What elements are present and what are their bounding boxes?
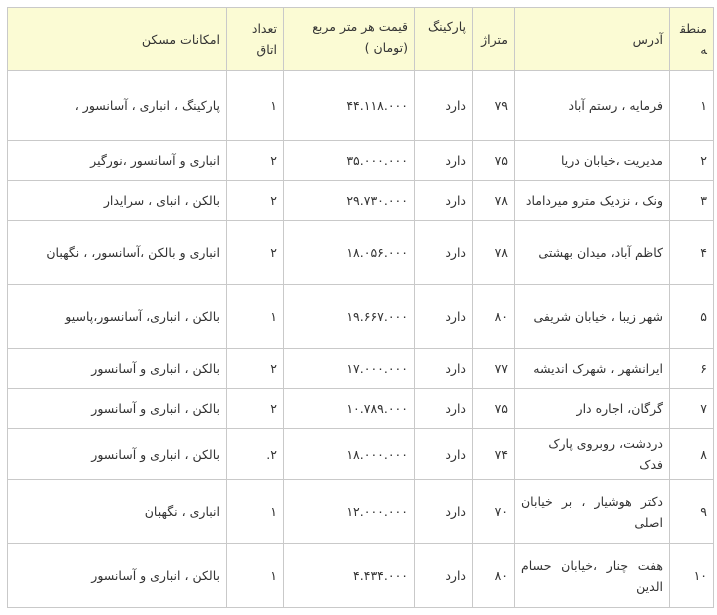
- address-cell: دردشت، روبروی پارک فدک: [515, 429, 670, 480]
- region-cell: ۸: [670, 429, 714, 480]
- address-cell: هفت چنار ،خیابان حسام الدین: [515, 544, 670, 608]
- price-cell: ۱۹.۶۶۷.۰۰۰: [284, 285, 415, 349]
- rooms-cell: ۱: [227, 71, 284, 141]
- amenities-cell: بالکن ، انباری، آسانسور،پاسیو: [8, 285, 227, 349]
- parking-cell: دارد: [415, 141, 473, 181]
- amenities-cell: انباری ، نگهبان: [8, 480, 227, 544]
- parking-cell: دارد: [415, 285, 473, 349]
- rooms-cell: ۲: [227, 141, 284, 181]
- table-row: [8, 544, 714, 608]
- rooms-cell: ۲: [227, 389, 284, 429]
- amenities-cell: انباری و آسانسور ،نورگیر: [8, 141, 227, 181]
- price-cell: ۱۷.۰۰۰.۰۰۰: [284, 349, 415, 389]
- area-cell: ۷۸: [473, 181, 515, 221]
- area-cell: ۷۸: [473, 221, 515, 285]
- table-row: [8, 389, 714, 429]
- area-cell: ۷۰: [473, 480, 515, 544]
- rooms-cell: ۱: [227, 285, 284, 349]
- area-cell: ۷۷: [473, 349, 515, 389]
- header-parking: پارکینگ: [415, 8, 473, 71]
- rooms-cell: ۲: [227, 349, 284, 389]
- address-cell: فرمایه ، رستم آباد: [515, 71, 670, 141]
- rooms-cell: ۲: [227, 221, 284, 285]
- price-cell: ۱۸.۰۵۶.۰۰۰: [284, 221, 415, 285]
- rooms-cell: ۱: [227, 480, 284, 544]
- address-cell: دکتر هوشیار ، بر خیابان اصلی: [515, 480, 670, 544]
- rooms-cell: ۲.: [227, 429, 284, 480]
- housing-table: [7, 7, 714, 608]
- header-price: قیمت هر متر مربع (تومان ): [284, 8, 415, 71]
- region-cell: ۱: [670, 71, 714, 141]
- area-cell: ۸۰: [473, 285, 515, 349]
- area-cell: ۷۹: [473, 71, 515, 141]
- address-cell: ایرانشهر ، شهرک اندیشه: [515, 349, 670, 389]
- header-area: متراژ: [473, 8, 515, 71]
- amenities-cell: پارکینگ ، انباری ، آسانسور ،: [8, 71, 227, 141]
- table-row: [8, 221, 714, 285]
- parking-cell: دارد: [415, 181, 473, 221]
- table-row: [8, 429, 714, 480]
- rooms-cell: ۲: [227, 181, 284, 221]
- table-row: [8, 141, 714, 181]
- region-cell: ۱۰: [670, 544, 714, 608]
- parking-cell: دارد: [415, 480, 473, 544]
- price-cell: ۳۵.۰۰۰.۰۰۰: [284, 141, 415, 181]
- parking-cell: دارد: [415, 389, 473, 429]
- table-row: [8, 181, 714, 221]
- price-cell: ۱۲.۰۰۰.۰۰۰: [284, 480, 415, 544]
- amenities-cell: بالکن ، انبای ، سرایدار: [8, 181, 227, 221]
- area-cell: ۷۴: [473, 429, 515, 480]
- amenities-cell: بالکن ، انباری و آسانسور: [8, 429, 227, 480]
- amenities-cell: بالکن ، انباری و آسانسور: [8, 544, 227, 608]
- area-cell: ۷۵: [473, 389, 515, 429]
- parking-cell: دارد: [415, 429, 473, 480]
- region-cell: ۶: [670, 349, 714, 389]
- price-cell: ۴.۴۳۴.۰۰۰: [284, 544, 415, 608]
- area-cell: ۸۰: [473, 544, 515, 608]
- rooms-cell: ۱: [227, 544, 284, 608]
- parking-cell: دارد: [415, 221, 473, 285]
- parking-cell: دارد: [415, 71, 473, 141]
- region-cell: ۹: [670, 480, 714, 544]
- amenities-cell: بالکن ، انباری و آسانسور: [8, 349, 227, 389]
- address-cell: شهر زیبا ، خیابان شریفی: [515, 285, 670, 349]
- amenities-cell: انباری و بالکن ،آسانسور، ، نگهبان: [8, 221, 227, 285]
- header-region: منطقه: [670, 8, 714, 71]
- header-row: [8, 8, 714, 71]
- address-cell: مدیریت ،خیابان دریا: [515, 141, 670, 181]
- table-row: [8, 480, 714, 544]
- header-rooms: تعداد اتاق: [227, 8, 284, 71]
- parking-cell: دارد: [415, 544, 473, 608]
- address-cell: ونک ، نزدیک مترو میرداماد: [515, 181, 670, 221]
- price-cell: ۱۰.۷۸۹.۰۰۰: [284, 389, 415, 429]
- price-cell: ۴۴.۱۱۸.۰۰۰: [284, 71, 415, 141]
- parking-cell: دارد: [415, 349, 473, 389]
- address-cell: گرگان، اجاره دار: [515, 389, 670, 429]
- price-cell: ۲۹.۷۳۰.۰۰۰: [284, 181, 415, 221]
- address-cell: کاظم آباد، میدان بهشتی: [515, 221, 670, 285]
- area-cell: ۷۵: [473, 141, 515, 181]
- table-row: [8, 349, 714, 389]
- table-row: [8, 285, 714, 349]
- header-address: آدرس: [515, 8, 670, 71]
- region-cell: ۵: [670, 285, 714, 349]
- region-cell: ۲: [670, 141, 714, 181]
- header-amenities: امکانات مسکن: [8, 8, 227, 71]
- region-cell: ۴: [670, 221, 714, 285]
- region-cell: ۳: [670, 181, 714, 221]
- price-cell: ۱۸.۰۰۰.۰۰۰: [284, 429, 415, 480]
- table-row: [8, 71, 714, 141]
- amenities-cell: بالکن ، انباری و آسانسور: [8, 389, 227, 429]
- region-cell: ۷: [670, 389, 714, 429]
